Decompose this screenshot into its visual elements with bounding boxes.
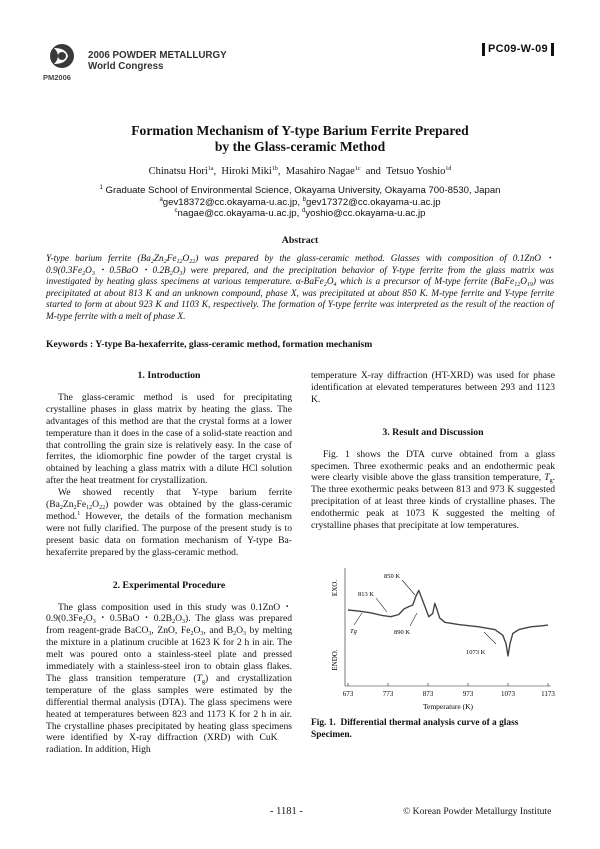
x-tick-label: 973 [462, 690, 474, 698]
author: Hiroki Miki$^{1b}$ [221, 166, 278, 177]
x-tick-label: 873 [422, 690, 434, 698]
figure-caption [311, 718, 555, 741]
author-list: Chinatsu Hori$^{1a}$, Hiroki Miki$^{1b}$, Masahiro Nagae$^{1c}$ and Tetsuo Yoshio$^{1d}$ [148, 166, 452, 177]
annotation-tg: Tg [350, 628, 357, 635]
caption-label: Fig. 1. [311, 718, 336, 728]
intro-paragraph-1: The glass-ceramic method is used for precipitating crystalline phases in glass matrix by heating the glass. The advantages of this method are that the crystal forms at a lower temperature than it does in the case of a solid-state reaction and that controlling the grain size is relatively easy. In the case of ferrites, the idiomorphic fine powder of the target crystal is obtained by leaching a glass matrix with a dilute HCl solution after the heat treatment for crystallization. [46, 391, 292, 487]
keywords-label: Keywords : [46, 339, 94, 350]
paper-title [0, 123, 600, 155]
exp-paragraph-1: The glass composition used in this study was 0.1ZnO・$0.9(0.3Fe_2O_3$・0.5BaO・$0.2B_2O_3$). The glass was prepared from reagent-grade BaCO$_3$, ZnO, $Fe_2O_3$, and $B_2O_3$ by melting the mixture in a platinum crucible at 1623 K for 2 h in air. The melt was poured onto a stainless-steel plate and pressed immediately with a stainless-steel iron to obtain glass flakes. The glass transition temperature $(T_g)$ and crystallization temperature of the glass samples were estimated by the differential thermal analysis (DTA). The glass specimens were heated at temperatures between 823 and 1173 K for 2 h in air. The crystalline phases precipitated by heating glass specimens were identified by X-ray diffraction (XRD) with CuK radiation. In addition, High [46, 601, 293, 756]
code-bar-left [482, 43, 485, 56]
author: Chinatsu Hori$^{1a}$ [148, 166, 214, 177]
email[interactable]: gev17372@cc.okayama-u.ac.jp [306, 196, 441, 208]
dta-chart [318, 558, 558, 712]
email[interactable]: nagae@cc.okayama-u.ac.jp [177, 208, 297, 220]
keywords [46, 339, 556, 350]
email[interactable]: yoshio@cc.okayama-u.ac.jp [305, 208, 426, 220]
section-title-results: 3. Result and Discussion [382, 426, 484, 438]
copyright: © Korean Powder Metallurgy Institute [403, 806, 552, 817]
y-label-endo: ENDO. [331, 649, 339, 671]
annotation-tg-arrow [354, 613, 362, 625]
right-column [311, 370, 555, 532]
keywords-value: Y-type Ba-hexaferrite, glass-ceramic method, formation mechanism [95, 339, 373, 350]
conference-name: 2006 POWDER METALLURGY [88, 50, 227, 61]
title-line-1: Formation Mechanism of Y-type Barium Ferrite Prepared [131, 123, 469, 138]
annotation-1073k: 1073 K [466, 649, 486, 656]
section-title-experimental: 2. Experimental Procedure [112, 579, 226, 591]
page-number: - 1181 - [270, 806, 303, 817]
affiliation [0, 185, 600, 220]
section-title-introduction: 1. Introduction [137, 370, 201, 381]
x-tick-label: 1073 [501, 690, 515, 698]
x-tick-label: 1173 [541, 690, 555, 698]
paper-code [482, 42, 554, 56]
x-axis-label: Temperature (K) [422, 702, 474, 711]
annotation-890k: 890 K [394, 629, 411, 636]
code-bar-right [551, 43, 554, 56]
x-tick-label: 773 [382, 690, 394, 698]
caption-text: Differential thermal analysis curve of a glass Specimen. [311, 718, 519, 740]
annotation-850k: 850 K [384, 573, 401, 580]
author: Masahiro Nagae$^{1c}$ [285, 166, 361, 177]
annotation-813k-arrow [376, 598, 387, 612]
email-line-2: $^c$nagae@cc.okayama-u.ac.jp, $^d$yoshio@cc.okayama-u.ac.jp [174, 208, 426, 220]
y-label-exo: EXO. [331, 579, 339, 597]
results-paragraph-1: Fig. 1 shows the DTA curve obtained from a glass specimen. Three exothermic peaks and an endothermic peak were clearly visible above the glass transition temperature, $T_g$. The three exothermic peaks between 813 and 973 K suggested precipitation of at least three kinds of crystalline phases. The endothermic peak at 1073 K suggested the melting of crystalline phases that precipitate at low temperatures. [311, 448, 555, 532]
abstract-heading: Abstract [281, 235, 319, 246]
annotation-850k-arrow [402, 580, 415, 595]
annotations [350, 573, 496, 656]
intro-paragraph-2: We showed recently that Y-type barium ferrite $(Ba_2Zn_2Fe_{12}O_{22})$ powder was obtained by the glass-ceramic method.$^1$ However, the details of the formation mechanism were not fully clarified. The purpose of the present study is to present basic data on formation mechanism of Y-type Ba-hexaferrite prepared by the glass-ceramic method. [46, 487, 292, 558]
title-line-2: by the Glass-ceramic Method [214, 139, 386, 154]
logo-text: PM2006 [43, 73, 71, 82]
code-text: PC09-W-09 [488, 43, 548, 55]
conference-subname: World Congress [88, 61, 164, 72]
email-line-1: $^a$gev18372@cc.okayama-u.ac.jp, $^b$gev17372@cc.okayama-u.ac.jp [159, 196, 441, 208]
annotation-813k: 813 K [358, 591, 375, 598]
logo-mark [50, 44, 74, 68]
x-tick-labels [343, 683, 556, 698]
annotation-1073k-arrow [484, 632, 496, 644]
author: Tetsuo Yoshio$^{1d}$ [386, 166, 452, 177]
left-column [46, 370, 292, 756]
annotation-890k-arrow [410, 613, 417, 626]
abstract-body: Y-type barium ferrite $(Ba_2Zn_2Fe_{12}O_{22})$ was prepared by the glass-ceramic method. Glasses with composition of 0.1ZnO・$0.9(0.3Fe_2O_3$・0.5BaO・$0.2B_2O_3$) were prepared, and the precipitation behavior of Y-type ferrite from the glass matrix was investigated by heating glass specimens at various temperature. $\alpha-BaFe_2O_4$ which is a precursor of M-type ferrite $(BaFe_{12}O_{19})$ was precipitated at about 813 K and an unknown compound, phase X, was precipitated at about 850 K. M-type ferrite and Y-type ferrite started to form at about 923 K and 1103 K, respectively. The formation of Y-type ferrite was interpreted as the result of the reaction of M-type ferrite with a melt of phase X. [46, 254, 555, 322]
email[interactable]: gev18372@cc.okayama-u.ac.jp [162, 196, 298, 208]
exp-paragraph-continued: temperature X-ray diffraction (HT-XRD) was used for phase identification at elevated temperatures between 293 and 1123 K. [311, 370, 555, 405]
affiliation-line: $^1$ Graduate School of Environmental Science, Okayama University, Okayama 700-8530, Japan [99, 185, 501, 196]
x-tick-label: 673 [342, 690, 354, 698]
